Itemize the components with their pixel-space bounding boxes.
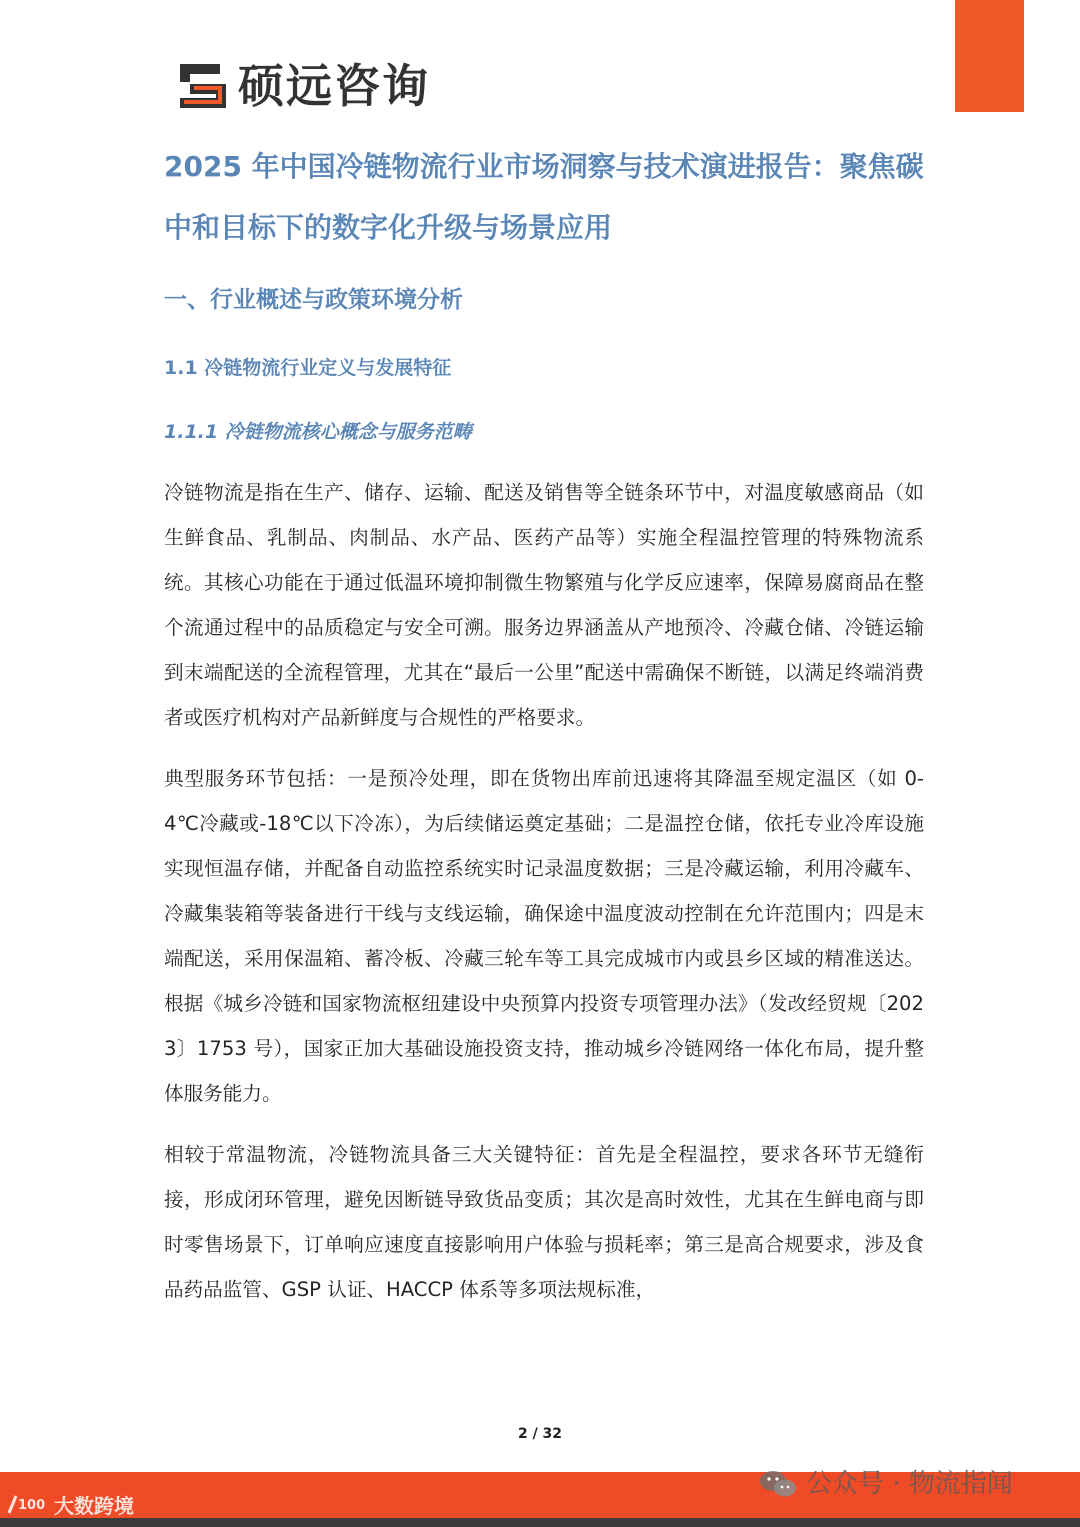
- svg-text:100: 100: [18, 1497, 46, 1513]
- wechat-icon: [758, 1468, 798, 1500]
- watermark-left: [6, 1490, 134, 1519]
- page-indicator: 2 / 32: [517, 1426, 563, 1442]
- paragraph-service-links: 典型服务环节包括：一是预冷处理，即在货物出库前迅速将其降温至规定温区（如 0-4℃冷藏或-18℃以下冷冻），为后续储运奠定基础；二是温控仓储，依托专业冷库设施实现恒温存储，并配备自动监控系统实时记录温度数据；三是冷藏运输，利用冷藏车、冷藏集装箱等装备进行干线与支线运输，确保途中温度波动控制在允许范围内；四是末端配送，采用保温箱、蓄冷板、冷藏三轮车等工具完成城市内或县乡区域的精准送达。根据《城乡冷链和国家物流枢纽建设中央预算内投资专项管理办法》（发改经贸规〔2023〕1753 号），国家正加大基础设施投资支持，推动城乡冷链网络一体化布局，提升整体服务能力。: [164, 767, 924, 1105]
- paragraph-key-features: 相较于常温物流，冷链物流具备三大关键特征：首先是全程温控，要求各环节无缝衔接，形成闭环管理，避免因断链导致货品变质；其次是高时效性，尤其在生鲜电商与即时零售场景下，订单响应速度直接影响用户体验与损耗率；第三是高合规要求，涉及食品药品监管、GSP 认证、HACCP 体系等多项法规标准，: [164, 1143, 924, 1301]
- section-heading: 一、行业概述与政策环境分析: [164, 287, 463, 313]
- document-title: 2025 年中国冷链物流行业市场洞察与技术演进报告：聚焦碳中和目标下的数字化升级与场景应用: [164, 150, 924, 244]
- paragraph-definition: 冷链物流是指在生产、储存、运输、配送及销售等全链条环节中，对温度敏感商品（如生鲜食品、乳制品、肉制品、水产品、医药产品等）实施全程温控管理的特殊物流系统。其核心功能在于通过低温环境抑制微生物繁殖与化学反应速率，保障易腐商品在整个流通过程中的品质稳定与安全可溯。服务边界涵盖从产地预冷、冷藏仓储、冷链运输到末端配送的全流程管理，尤其在“最后一公里”配送中需确保不断链，以满足终端消费者或医疗机构对产品新鲜度与合规性的严格要求。: [164, 481, 924, 729]
- subsubsection-heading: 1.1.1 冷链物流核心概念与服务范畴: [164, 421, 472, 443]
- subsection-heading: 1.1 冷链物流行业定义与发展特征: [164, 357, 452, 379]
- corner-accent-block: [955, 0, 1024, 112]
- footer-base-strip: [0, 1518, 1080, 1527]
- watermark-logo-icon: [6, 1491, 50, 1519]
- watermark-right: [758, 1466, 1013, 1502]
- watermark-left-text: 大数跨境: [54, 1494, 134, 1518]
- logo-mark-icon: [176, 60, 230, 112]
- brand-logo: [176, 58, 430, 114]
- body-text: [164, 470, 924, 1328]
- brand-name: 硕远咨询: [238, 59, 430, 113]
- watermark-right-text: 公众号 · 物流指闻: [806, 1469, 1013, 1499]
